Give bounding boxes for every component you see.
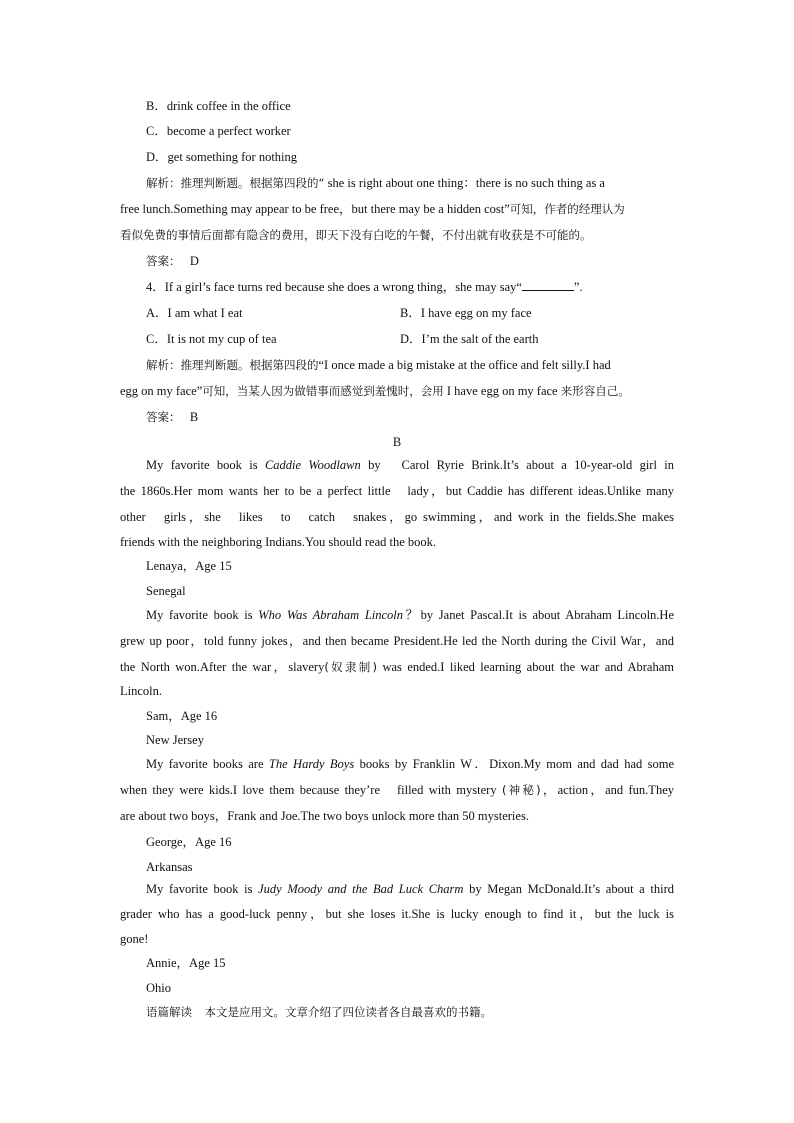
passage-text: by Megan McDonald.It’s about a third	[463, 882, 674, 896]
passage-line	[146, 756, 674, 772]
answer-value: B	[189, 410, 199, 424]
passage-line	[146, 881, 674, 897]
analysis-label: 解析：	[146, 358, 181, 372]
option-c: C．become a perfect worker	[146, 124, 291, 138]
option-d: D．I’m the salt of the earth	[400, 332, 539, 346]
passage-line: Lincoln.	[120, 684, 163, 698]
gloss: (神秘)	[501, 783, 541, 797]
summary-label: 语篇解读	[146, 1005, 192, 1019]
reader-name: Lenaya，Age 15	[146, 559, 232, 573]
option-b: B．I have egg on my face	[400, 306, 532, 320]
analysis-quote: I have egg on my face	[443, 384, 561, 398]
answer-line	[146, 409, 198, 425]
analysis-line	[146, 357, 611, 373]
reader-place: Arkansas	[146, 860, 193, 874]
passage-text: when they were kids.I love them because they’re filled with mystery	[120, 783, 502, 797]
book-title: The Hardy Boys	[268, 757, 355, 771]
option-c: C．It is not my cup of tea	[146, 332, 277, 346]
analysis-quote: egg on my face”	[120, 384, 203, 398]
option-b: B．drink coffee in the office	[146, 99, 291, 113]
reader-name: George，Age 16	[146, 835, 232, 849]
passage-text: by Carol Ryrie Brink.It’s about a 10-year-old girl in	[360, 458, 674, 472]
option-d: D．get something for nothing	[146, 150, 298, 164]
passage-text: was ended.I liked learning about the war and Abraham	[377, 660, 674, 674]
book-title: Judy Moody and the Bad Luck Charm	[258, 882, 464, 896]
analysis-quote: “I once made a big mistake at the office and felt silly.I had	[318, 358, 611, 372]
passage-line: the 1860s.Her mom wants her to be a perfect little lady，but Caddie has different ideas.Unlike many	[120, 484, 674, 498]
passage-text: books by Franklin W．Dixon.My mom and dad had some	[354, 757, 675, 771]
passage-text: My favorite book is	[146, 882, 259, 896]
passage-line	[146, 607, 674, 623]
reader-name: Annie，Age 15	[146, 956, 226, 970]
summary-text: 本文是应用文。文章介绍了四位读者各自最喜欢的书籍。	[204, 1005, 492, 1019]
passage-line: other girls，she likes to catch snakes，go swimming，and work in the fields.She makes	[120, 510, 674, 524]
analysis-line	[120, 383, 630, 399]
reader-place: Senegal	[146, 584, 186, 598]
analysis-line: 看似免费的事情后面都有隐含的费用，即天下没有白吃的午餐，不付出就有收获是不可能的。	[120, 228, 592, 242]
reader-place: Ohio	[146, 981, 171, 995]
passage-text: My favorite book is	[146, 608, 259, 622]
passage-line	[146, 457, 674, 473]
passage-line: are about two boys，Frank and Joe.The two boys unlock more than 50 mysteries.	[120, 809, 529, 823]
section-heading: B	[392, 435, 402, 449]
reader-name: Sam，Age 16	[146, 709, 218, 723]
answer-blank	[522, 279, 574, 291]
reader-place: New Jersey	[146, 733, 204, 747]
gloss: (奴隶制)	[324, 660, 378, 674]
question-text: ”.	[573, 280, 583, 294]
passage-line	[120, 659, 674, 675]
analysis-quote: she is right about one thing：there is no such thing as a	[324, 176, 605, 190]
passage-text: My favorite books are	[146, 757, 269, 771]
passage-text: My favorite book is	[146, 458, 265, 472]
passage-text: the North won.After the war，slavery	[120, 660, 325, 674]
analysis-text: 可知，当某人因为做错事而感觉到羞愧时，会用	[202, 384, 444, 398]
passage-line: gone!	[120, 932, 149, 946]
answer-label: 答案：	[146, 254, 181, 268]
book-title: Caddie Woodlawn	[264, 458, 361, 472]
passage-line	[120, 782, 674, 798]
analysis-quote: free lunch.Something may appear to be free，but there may be a hidden cost”	[120, 202, 510, 216]
book-title: Who Was Abraham Lincoln	[258, 608, 404, 622]
answer-value: D	[189, 254, 199, 268]
option-a: A．I am what I eat	[146, 306, 243, 320]
question-4-stem	[146, 279, 583, 295]
analysis-text: 推理判断题。根据第四段的	[180, 358, 319, 372]
analysis-label: 解析：	[146, 176, 181, 190]
analysis-line	[146, 175, 605, 191]
summary-line	[146, 1004, 492, 1020]
passage-line: grew up poor，told funny jokes，and then became President.He led the North during the Civil War，and	[120, 634, 674, 648]
answer-label: 答案：	[146, 410, 181, 424]
passage-text: ，action，and fun.They	[540, 783, 674, 797]
question-text: 4．If a girl’s face turns red because she does a wrong thing，she may say“	[146, 280, 522, 294]
passage-line: grader who has a good-luck penny，but she loses it.She is lucky enough to find it，but the luck is	[120, 907, 674, 921]
passage-line: friends with the neighboring Indians.You should read the book.	[120, 535, 437, 549]
answer-line	[146, 253, 199, 269]
analysis-text: 可知，作者的经理认为	[509, 202, 625, 216]
analysis-line	[120, 201, 625, 217]
analysis-text: 来形容自己。	[560, 384, 630, 398]
passage-text: ？by Janet Pascal.It is about Abraham Lincoln.He	[403, 608, 674, 622]
analysis-text: 推理判断题。根据第四段的“	[180, 176, 325, 190]
